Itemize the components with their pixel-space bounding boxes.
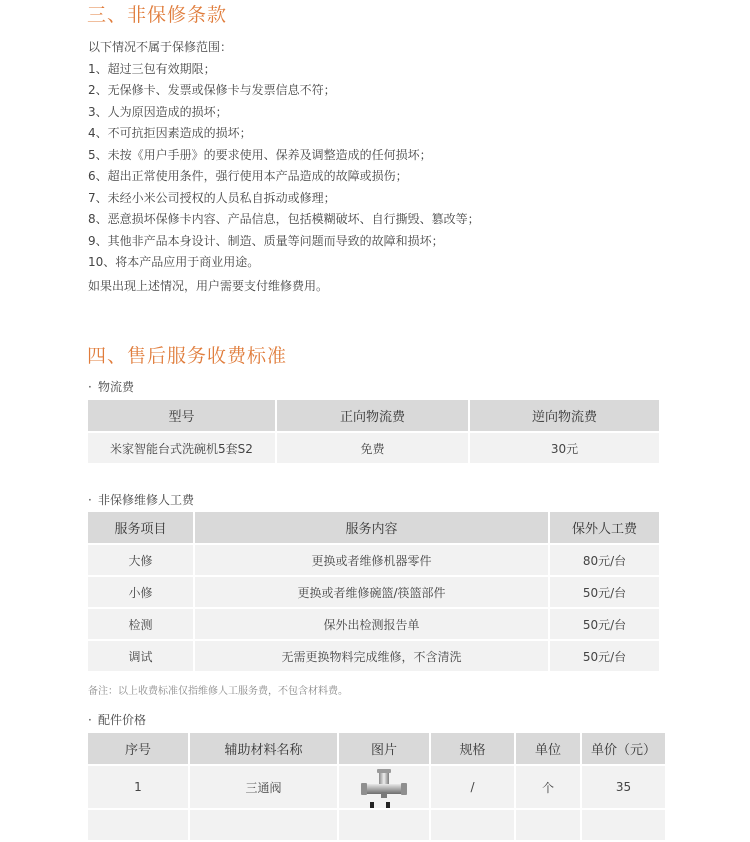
clauses-intro: 以下情况不属于保修范围：	[88, 40, 233, 54]
parts-heading-label: 配件价格	[98, 713, 147, 727]
logistics-heading	[88, 378, 134, 395]
column-header: 单价（元）	[582, 733, 665, 766]
tee-valve-icon	[356, 766, 412, 808]
forward-fee-cell: 免费	[277, 433, 468, 465]
column-header: 图片	[339, 733, 429, 766]
labor-heading-label: 非保修维修人工费	[98, 493, 195, 507]
clause-item: 7、未经小米公司授权的人员私自拆动或修理；	[88, 190, 336, 205]
table-row	[88, 577, 659, 609]
table-row	[88, 545, 659, 577]
price-cell: 35	[582, 766, 665, 810]
labor-fee-remark: 备注：以上收费标准仅指维修人工服务费，不包含材料费。	[88, 686, 348, 697]
column-header: 保外人工费	[550, 512, 659, 545]
clause-item: 6、超出正常使用条件，强行使用本产品造成的故障或损伤；	[88, 169, 408, 183]
section-3-title: 三、非保修条款	[87, 4, 228, 26]
column-header: 序号	[88, 733, 188, 766]
clause-item: 4、不可抗拒因素造成的损坏；	[88, 126, 252, 140]
parts-price-table	[86, 733, 667, 842]
table-row	[88, 641, 659, 673]
column-header: 服务项目	[88, 512, 193, 545]
service-content-cell: 更换或者维修机器零件	[195, 545, 548, 577]
bullet-icon: ·	[88, 493, 92, 507]
clause-item: 8、恶意损坏保修卡内容、产品信息，包括模糊破坏、自行撕毁、篡改等；	[88, 212, 480, 226]
column-header: 服务内容	[195, 512, 548, 545]
column-header: 正向物流费	[277, 400, 468, 433]
column-header: 型号	[88, 400, 275, 433]
clause-item: 9、其他非产品本身设计、制造、质量等问题而导致的故障和损坏；	[88, 233, 444, 248]
service-content-cell: 保外出检测报告单	[195, 609, 548, 641]
part-name-cell: 三通阀	[190, 766, 337, 810]
logistics-heading-label: 物流费	[98, 380, 135, 394]
service-content-cell: 无需更换物料完成维修，不含清洗	[195, 641, 548, 673]
bullet-icon: ·	[88, 380, 92, 394]
table-row	[88, 609, 659, 641]
column-header: 规格	[431, 733, 514, 766]
parts-heading	[88, 711, 146, 728]
part-image-cell	[339, 766, 429, 810]
table-header-row	[88, 400, 659, 433]
labor-fee-cell: 50元/台	[550, 609, 659, 641]
clause-item: 2、无保修卡、发票或保修卡与发票信息不符；	[88, 83, 336, 97]
service-item-cell: 调试	[88, 641, 193, 673]
bullet-icon: ·	[88, 713, 92, 727]
clause-item: 10、将本产品应用于商业用途。	[88, 255, 260, 269]
service-item-cell: 检测	[88, 609, 193, 641]
index-cell: 1	[88, 766, 188, 810]
labor-heading	[88, 491, 194, 508]
reverse-fee-cell: 30元	[470, 433, 659, 465]
logistics-fee-table	[86, 400, 661, 465]
service-item-cell: 小修	[88, 577, 193, 609]
model-cell: 米家智能台式洗碗机5套S2	[88, 433, 275, 465]
column-header: 逆向物流费	[470, 400, 659, 433]
spec-cell: /	[431, 766, 514, 810]
labor-fee-table	[86, 512, 661, 673]
table-header-row	[88, 512, 659, 545]
non-warranty-clauses	[88, 37, 688, 297]
clause-item: 1、超过三包有效期限；	[88, 61, 216, 76]
table-header-row	[88, 733, 665, 766]
service-item-cell: 大修	[88, 545, 193, 577]
clause-item: 3、人为原因造成的损坏；	[88, 104, 228, 119]
clause-item: 5、未按《用户手册》的要求使用、保养及调整造成的任何损坏；	[88, 147, 432, 162]
column-header: 单位	[516, 733, 580, 766]
table-row	[88, 766, 665, 810]
section-4-title: 四、售后服务收费标准	[87, 345, 288, 367]
labor-fee-cell: 50元/台	[550, 641, 659, 673]
unit-cell: 个	[516, 766, 580, 810]
column-header: 辅助材料名称	[190, 733, 337, 766]
service-content-cell: 更换或者维修碗篮/筷篮部件	[195, 577, 548, 609]
table-row	[88, 433, 659, 465]
clauses-note: 如果出现上述情况，用户需要支付维修费用。	[88, 278, 329, 293]
labor-fee-cell: 50元/台	[550, 577, 659, 609]
labor-fee-cell: 80元/台	[550, 545, 659, 577]
